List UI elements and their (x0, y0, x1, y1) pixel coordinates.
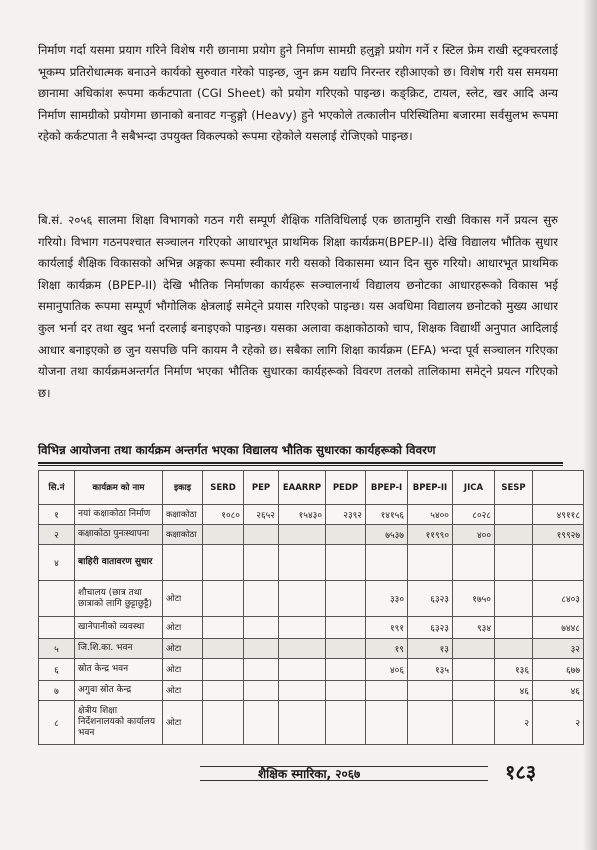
cell-value (203, 701, 244, 745)
table-row (39, 525, 584, 545)
cell-value (495, 545, 533, 581)
table-row (39, 581, 584, 617)
cell-value (366, 681, 408, 701)
cell-unit: ओटा (163, 681, 203, 701)
cell-value (279, 659, 326, 681)
header-program: BPEP-I (366, 471, 408, 505)
cell-value: ६३२३ (408, 617, 453, 639)
cell-value: १३६ (495, 659, 533, 681)
cell-value (244, 639, 279, 659)
header-program: SERD (203, 471, 244, 505)
cell-value (279, 525, 326, 545)
table-row (39, 617, 584, 639)
cell-value (408, 545, 453, 581)
cell-value: ८०२८ (453, 505, 495, 525)
cell-value (279, 581, 326, 617)
cell-sn: ६ (39, 659, 75, 681)
cell-value (495, 505, 533, 525)
cell-value: २ (495, 701, 533, 745)
cell-sn: ८ (39, 701, 75, 745)
cell-value (453, 681, 495, 701)
cell-value (203, 617, 244, 639)
caption-underline (38, 462, 563, 464)
cell-value (326, 659, 366, 681)
cell-value (326, 525, 366, 545)
cell-unit: कक्षाकोठा (163, 525, 203, 545)
cell-value (453, 659, 495, 681)
paragraph-1: निर्माण गर्दा यसमा प्रयाग गरिने विशेष गरी छानामा प्रयोग हुने निर्माण सामग्री हलुङ्गो प्रयोग गर्ने र स्टिल फ्रेम राखी स्ट्रक्चरलाई भूकम्प प्रतिरोधात्मक बनाउने कार्यको सुरुवात गरेको पाइन्छ, जुन क्रम यद्यपि निरन्तर रहीआएको छ। विशेष गरी यस समयमा छानामा अधिकांश रूपमा कर्कटपाता (CGI Sheet) को प्रयोग गरिएको पाइन्छ। कङ्क्रिट, टायल, स्लेट, खर आदि अन्य निर्माण सामग्रीको प्रयोगमा छानाको बनावट गऱ्हुङ्गो (Heavy) हुने भएकोले तत्कालीन परिस्थितिमा बजारमा सर्वसुलभ रूपमा रहेको कर्कटपाता नै सबैभन्दा उपयुक्त विकल्पको रूपमा रहेकोले यसलाई रोजिएको पाइन्छ। (38, 43, 558, 144)
cell-value: ३३० (366, 581, 408, 617)
cell-value (453, 545, 495, 581)
cell-value (244, 617, 279, 639)
cell-value (408, 681, 453, 701)
header-unit: इकाइ (163, 471, 203, 505)
cell-unit: ओटा (163, 639, 203, 659)
physical-improvement-table (38, 470, 584, 745)
table-row (39, 505, 584, 525)
cell-name: शौचालय (छात्र तथा छात्राको लागि छुट्टाछुट्टै) (75, 581, 163, 617)
cell-name: क्षेत्रीय शिक्षा निर्देशनालयको कार्यालय भवन (75, 701, 163, 745)
header-program: PEDP (326, 471, 366, 505)
cell-value (203, 681, 244, 701)
cell-name: बाहिरी वातावरण सुधार (75, 545, 163, 581)
cell-value: ६३२३ (408, 581, 453, 617)
cell-unit (163, 545, 203, 581)
cell-value (366, 701, 408, 745)
cell-name: कक्षाकोठा पुनःस्थापना (75, 525, 163, 545)
header-program: SESP (495, 471, 533, 505)
cell-value (279, 701, 326, 745)
cell-total: १९९२७ (533, 525, 584, 545)
cell-total: ४६ (533, 681, 584, 701)
cell-value (203, 659, 244, 681)
cell-value: १५४३० (279, 505, 326, 525)
cell-value: १३ (408, 639, 453, 659)
cell-total (533, 545, 584, 581)
cell-name: स्रोत केन्द्र भवन (75, 659, 163, 681)
cell-name: नयां कक्षाकोठा निर्माण (75, 505, 163, 525)
cell-value (408, 701, 453, 745)
cell-sn: १ (39, 505, 75, 525)
table-row (39, 545, 584, 581)
cell-total: ३२ (533, 639, 584, 659)
cell-value (495, 639, 533, 659)
cell-total: २ (533, 701, 584, 745)
cell-value (279, 639, 326, 659)
cell-value: १७५० (453, 581, 495, 617)
header-total (533, 471, 584, 505)
cell-total: ६७७ (533, 659, 584, 681)
cell-value: ९३४ (453, 617, 495, 639)
cell-value: १९ (366, 639, 408, 659)
cell-value: ४०६ (366, 659, 408, 681)
cell-value: ७५३७ (366, 525, 408, 545)
header-name: कार्यक्रम को नाम (75, 471, 163, 505)
cell-value (279, 681, 326, 701)
cell-value (366, 545, 408, 581)
cell-value (203, 639, 244, 659)
footer-publication-title: शैक्षिक स्मारिका, २०६७ (258, 767, 361, 781)
cell-total: ४९११८ (533, 505, 584, 525)
cell-unit: ओटा (163, 617, 203, 639)
cell-value (244, 659, 279, 681)
table-row (39, 681, 584, 701)
header-program: PEP (244, 471, 279, 505)
cell-value (244, 581, 279, 617)
cell-unit: ओटा (163, 581, 203, 617)
cell-total: ७४४८ (533, 617, 584, 639)
cell-value: ५४०० (408, 505, 453, 525)
cell-value: २६५२ (244, 505, 279, 525)
cell-value: १०८० (203, 505, 244, 525)
cell-sn: २ (39, 525, 75, 545)
cell-unit: ओटा (163, 659, 203, 681)
cell-value (244, 701, 279, 745)
table-row (39, 701, 584, 745)
cell-value (453, 639, 495, 659)
table-row (39, 659, 584, 681)
cell-value (244, 681, 279, 701)
header-program: EAARRP (279, 471, 326, 505)
cell-value (326, 581, 366, 617)
cell-value: ११९९० (408, 525, 453, 545)
cell-unit: ओटा (163, 701, 203, 745)
cell-value (495, 525, 533, 545)
cell-value (244, 525, 279, 545)
cell-total: ८४०३ (533, 581, 584, 617)
cell-value: ४०० (453, 525, 495, 545)
header-sn: सि.नं (39, 471, 75, 505)
cell-value: २३९२ (326, 505, 366, 525)
header-program: BPEP-II (408, 471, 453, 505)
cell-value: १३५ (408, 659, 453, 681)
cell-value (326, 701, 366, 745)
cell-name: अगुवा स्रोत केन्द्र (75, 681, 163, 701)
cell-value (203, 525, 244, 545)
caption-underline-thin (38, 465, 563, 466)
cell-value (244, 545, 279, 581)
cell-value (495, 581, 533, 617)
cell-sn (39, 581, 75, 617)
cell-unit: कक्षाकोठा (163, 505, 203, 525)
cell-value (326, 545, 366, 581)
cell-value (326, 639, 366, 659)
cell-value: १९१ (366, 617, 408, 639)
cell-name: खानेपानीको व्यवस्था (75, 617, 163, 639)
cell-value: १४१५६ (366, 505, 408, 525)
page-number: १८३ (505, 760, 537, 784)
cell-sn: ५ (39, 639, 75, 659)
table-row (39, 639, 584, 659)
paragraph-2: बि.सं. २०५६ सालमा शिक्षा विभागको गठन गरी सम्पूर्ण शैक्षिक गतिविधिलाई एक छातामुनि राखी विकास गर्ने प्रयत्न सुरु गरियो। विभाग गठनपश्चात सञ्चालन गरिएको आधारभूत प्राथमिक शिक्षा कार्यक्रम(BPEP-II) देखि विद्यालय भौतिक सुधार कार्यलाई शैक्षिक विकासको अभिन्न अङ्गका रूपमा स्वीकार गरी यसको विकासमा ध्यान दिन सुरु गरियो। आधारभूत प्राथमिक शिक्षा कार्यक्रम (BPEP-II) देखि भौतिक निर्माणका कार्यहरू सञ्चालनार्थ विद्यालय छनोटका आधारहरूको विकास भई समानुपातिक रूपमा सम्पूर्ण भौगोलिक क्षेत्रलाई समेट्ने प्रयास गरिएको पाइन्छ। यस अवधिमा विद्यालय छनोटको मुख्य आधार कुल भर्ना दर तथा खुद भर्ना दरलाई बनाइएको पाइन्छ। यसका अलावा कक्षाकोठाको चाप, शिक्षक विद्यार्थी अनुपात आदिलाई आधार बनाइएको छ जुन यसपछि पनि कायम नै रहेको छ। सबैका लागि शिक्षा कार्यक्रम (EFA) भन्दा पूर्व सञ्चालन गरिएका योजना तथा कार्यक्रमअन्तर्गत निर्माण भएका भौतिक सुधारका कार्यहरूको विवरण तलको तालिकामा समेट्ने प्रयत्न गरिएको छ। (38, 213, 558, 400)
header-program: JICA (453, 471, 495, 505)
cell-value (279, 545, 326, 581)
cell-value (495, 617, 533, 639)
cell-value (326, 681, 366, 701)
cell-value (203, 545, 244, 581)
cell-value: ४६ (495, 681, 533, 701)
table-caption: विभिन्न आयोजना तथा कार्यक्रम अन्तर्गत भएका विद्यालय भौतिक सुधारका कार्यहरूको विवरण (38, 443, 436, 457)
cell-value (279, 617, 326, 639)
cell-sn: ७ (39, 681, 75, 701)
cell-value (203, 581, 244, 617)
cell-value (326, 617, 366, 639)
cell-sn (39, 617, 75, 639)
cell-value (453, 701, 495, 745)
cell-sn: ४ (39, 545, 75, 581)
page-edge-shadow (583, 0, 597, 850)
cell-name: जि.शि.का. भवन (75, 639, 163, 659)
table-header-row (39, 471, 584, 505)
